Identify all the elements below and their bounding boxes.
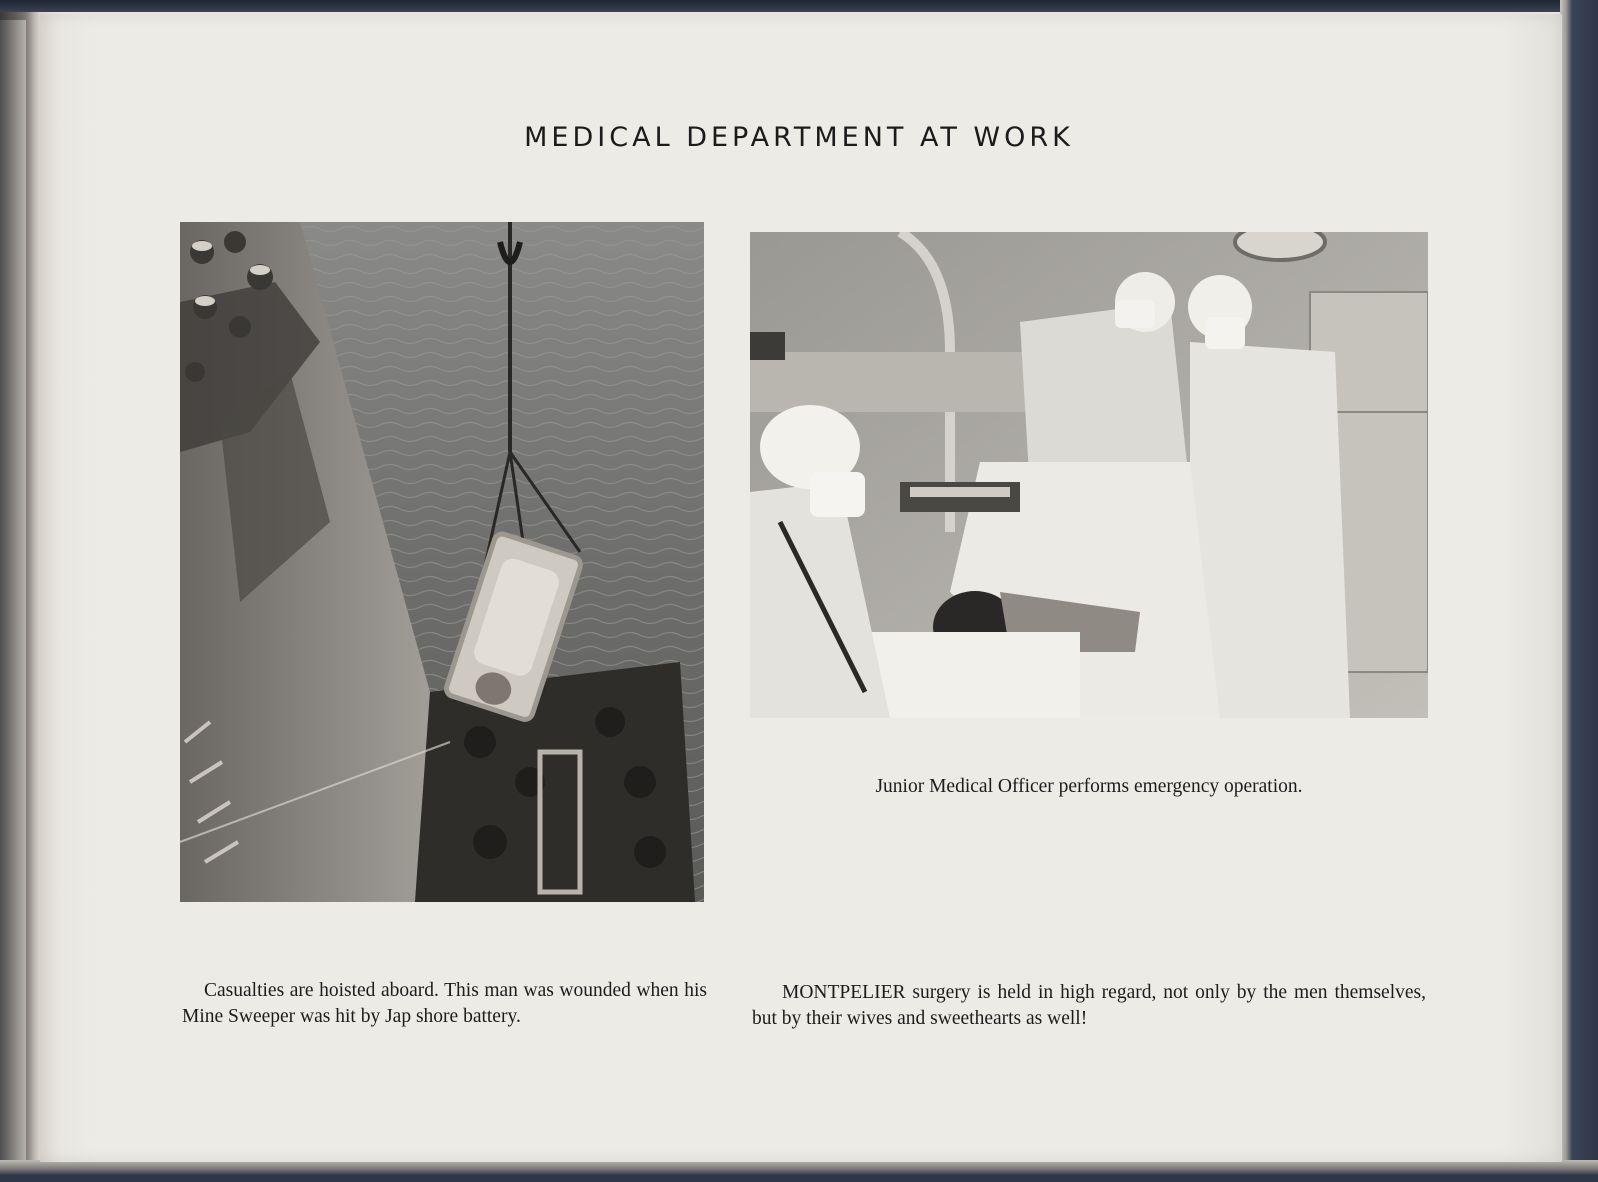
cover-bottom-edge (0, 1160, 1598, 1182)
cover-top-edge (0, 0, 1598, 12)
caption-operation: Junior Medical Officer performs emergency operation. (875, 776, 1303, 797)
previous-page-edge (0, 20, 26, 1160)
photo-surgery-operating-room (750, 232, 1428, 718)
page-title: MEDICAL DEPARTMENT AT WORK (524, 122, 1074, 153)
stretcher-hoist-illustration (180, 222, 704, 902)
surgery-illustration (750, 232, 1428, 718)
caption-surgery-regard: MONTPELIER surgery is held in high regard, not only by the men themselves, but by their wives and sweethearts as well! (752, 982, 1426, 1029)
caption-casualties: Casualties are hoisted aboard. This man was wounded when his Mine Sweeper was hit by Jap shore battery. (182, 980, 707, 1027)
cover-right-edge (1560, 0, 1598, 1182)
photo-stretcher-hoist (180, 222, 704, 902)
